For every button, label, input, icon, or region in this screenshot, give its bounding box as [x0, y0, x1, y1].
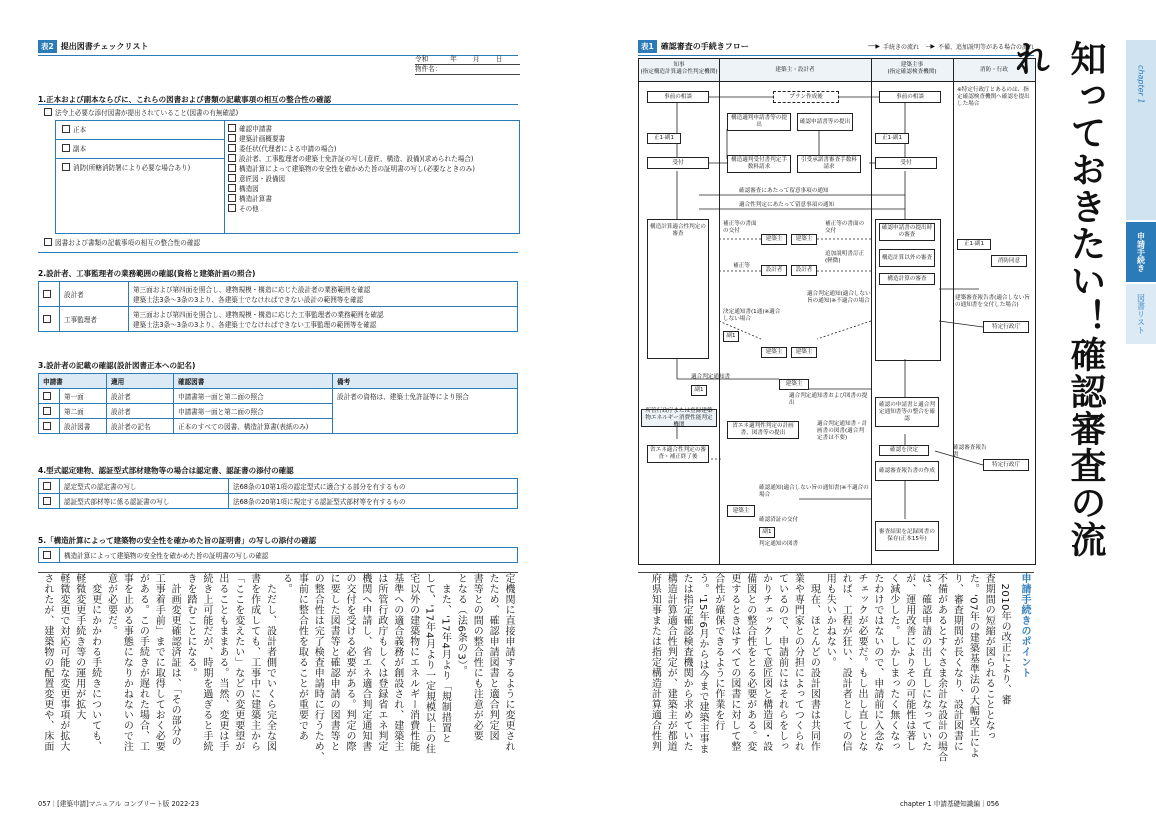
- col-official: 建築主事 (指定確認検査機関): [887, 62, 937, 75]
- row-text1: 第三面および第四面を照合し、建物規模・構造に応じた工事監理者の業務範囲を確認: [133, 311, 384, 319]
- box-admin1: 特定行政庁: [983, 321, 1029, 333]
- row-checkbox[interactable]: [39, 479, 60, 494]
- box-fire: 消防同意: [991, 255, 1027, 267]
- row-checkbox[interactable]: [39, 494, 60, 509]
- box-fee-l: 構造適判受付書判定手数料請求: [727, 155, 791, 173]
- label-energy-notice: 適合判定通知書・計画書の図書(適合判定書は不要): [817, 421, 868, 441]
- table-row: [39, 494, 518, 509]
- checkbox-icon: [43, 392, 51, 400]
- checkbox-icon: [228, 194, 236, 202]
- box-owner6: 建築主: [727, 505, 755, 517]
- row-text1: 第三面および第四面を照合し、建物規模・構造に応じた設計者の業務範囲を確認: [133, 286, 371, 294]
- cell: 申請書第一面と第二面の照合: [174, 404, 333, 419]
- text-column: がある。この手続きが遅れた場合、工: [137, 573, 149, 752]
- text-column: 不備があるとすぐさま余計な設計の場合: [935, 573, 947, 762]
- text-column: 続き上可能だが、時期を過ぎると手続: [200, 573, 212, 752]
- text-column: 府県知事または指定構造計算適合性判: [649, 573, 661, 752]
- item-label: 確認申請書: [239, 125, 272, 133]
- legend-flow: 手続きの流れ: [883, 44, 920, 51]
- checkbox-icon: [44, 108, 52, 116]
- sec2-table: [38, 281, 518, 332]
- text-column: となる（法6条の3）。: [455, 573, 467, 677]
- col-owner: 建築主・設計者: [775, 67, 815, 73]
- box-recv-r: 受付: [875, 157, 937, 169]
- box-conf-req: 確認申請書等の提出: [797, 113, 853, 131]
- label-doc-b: 補正等の書面の交付: [825, 221, 865, 234]
- item-label: 消防(所轄消防署により必要な場合あり): [73, 164, 191, 172]
- cell: 正本のすべての図書、構造計算書(表紙のみ): [174, 419, 333, 434]
- right-item[interactable]: [228, 154, 518, 164]
- row-checkbox[interactable]: [39, 307, 60, 332]
- table1-header: [638, 40, 1034, 56]
- text-column: 現在、ほとんどの設計図書は共同作: [808, 573, 820, 752]
- date-year: 年: [450, 55, 457, 63]
- cell: 法68条の20第1項に規定する認証型式部材等を有するもの: [229, 494, 518, 509]
- cell: 第一面: [60, 389, 107, 404]
- box-admin2: 特定行政庁: [983, 459, 1029, 471]
- box-plan: プラン作成後: [773, 91, 839, 103]
- row-checkbox[interactable]: [39, 404, 60, 419]
- item-label: 副本: [73, 145, 87, 153]
- checkbox-icon: [43, 422, 51, 430]
- text-column: 「ここを変えたい」などの変更要望が: [232, 573, 244, 752]
- arrow-solid-icon: ──▶: [868, 43, 881, 50]
- table1-tag: 表1: [638, 40, 657, 53]
- item-label: 構造計算によって建築物の安全性を確かめた旨の証明書の写し(必要なときのみ): [239, 165, 475, 173]
- item-label: 設計者、工事監理者の建築士免許証の写し(意匠、構造、設備)(求められた場合): [239, 155, 474, 163]
- table-header-row: [39, 374, 518, 389]
- right-item[interactable]: [228, 124, 518, 134]
- label-report2: 確認審査報告書: [953, 445, 987, 458]
- text-column: が、運用改善によりその可能性は著し: [903, 573, 915, 752]
- date-day: 日: [495, 55, 503, 63]
- checkbox-icon: [43, 407, 51, 415]
- box-owner2: 建築主: [791, 234, 817, 245]
- text-column: 査期間の短縮が図られることとなっ: [983, 573, 995, 741]
- text-column: きを踏むことになる。: [185, 573, 196, 678]
- col-fire-admin: 消防・行政: [980, 67, 1008, 73]
- table-row: [39, 479, 518, 494]
- box-owner5: 建築主: [779, 379, 809, 390]
- note-cell: 設計者の資格は、建築士免許証等により照合: [333, 389, 518, 434]
- date-month: 月: [473, 55, 480, 63]
- right-body-text: [638, 572, 1034, 763]
- right-item[interactable]: [228, 184, 518, 194]
- text-column: たため、確認申請図書と適合判定図: [487, 573, 499, 741]
- arrow-dashed-icon: --▶: [926, 43, 935, 50]
- row-text2: 建築士法3条～3条の3より、各建築士でなければできない設計の範囲等を確認: [133, 296, 364, 304]
- box-designer2: 設計者: [791, 265, 817, 276]
- text-column: 事前に整合性を取ることが重要であ: [296, 573, 308, 741]
- left-body-text: [38, 572, 518, 763]
- text-column: 構造計算適合性判定が、建築主が都道: [665, 573, 677, 752]
- text-column: た。'07年の建築基準法の大幅改正によ: [967, 573, 979, 758]
- text-column: 意が必要だ。: [105, 573, 117, 636]
- cell: 第二面: [60, 404, 107, 419]
- checkbox-icon: [228, 144, 236, 152]
- text-column: ているので、申請前にはそれらをしっ: [776, 573, 788, 752]
- box-judge: 構造計算適合性判定の審査: [647, 219, 709, 359]
- label-doc-a: 補正等の書面の交付: [723, 221, 757, 234]
- checkbox-icon: [44, 238, 52, 246]
- cell: 法68条の10第1項の認定型式に適合する部分を有するもの: [229, 479, 518, 494]
- text-column: 工事着手前」までに取得しておく必要: [153, 573, 165, 752]
- row-label: 設計者: [60, 282, 129, 307]
- text-column: たわけではないので、申請前に入念な: [871, 573, 883, 752]
- text-column: 計画変更確認済証は、「その部分の: [169, 573, 181, 747]
- right-footer: chapter 1 申請基礎知識編｜056: [900, 800, 1000, 808]
- cell: 設計図書: [60, 419, 107, 434]
- label-addexp: 追加説明書訂正(軽微): [825, 251, 865, 264]
- box-record: 審査結果を記録図書の保存(正本15年): [875, 521, 939, 551]
- checkbox-icon: [62, 144, 70, 152]
- checkbox-icon: [43, 551, 51, 559]
- sec1-check1-label: 法令上必要な添付図書が提出されていること(図書の有無確認): [55, 109, 239, 117]
- row-checkbox[interactable]: [39, 548, 60, 563]
- right-item[interactable]: [228, 164, 518, 174]
- box-sub2: 正1·副1: [875, 133, 909, 144]
- label-bundle: 適合判定通知書および図書の提出: [789, 393, 868, 406]
- item-label: 構造計算書: [239, 195, 272, 203]
- text-column: たは指定確認検査機関から求めていた: [681, 573, 693, 752]
- text-column: の交付を受ける必要がある。判定の際: [344, 573, 355, 752]
- table1-title: 確認審査の手続きフロー: [660, 42, 749, 51]
- sec3-title: 3.設計者の記載の確認(設計図書正本への記名): [38, 361, 196, 370]
- checkbox-icon: [62, 125, 70, 133]
- label-report: 建築審査報告書(適合しない旨の通知書を交付した場合): [955, 295, 1030, 308]
- box-copy2: 副1: [691, 385, 707, 396]
- checkbox-icon: [228, 134, 236, 142]
- text-column: また、'17年4月より「規制措置と: [439, 573, 451, 744]
- text-column: 軽微変更で対応可能な変更事項が拡大: [57, 573, 69, 752]
- checkbox-icon: [62, 163, 70, 171]
- box-designer1: 設計者: [761, 265, 787, 276]
- box-energy-req: 省エネ適判性判定の計画書、図書等の提出: [727, 421, 799, 439]
- chapter-label: chapter 1: [1136, 64, 1146, 104]
- text-column: 書等との間の整合性にも注意が必要: [471, 573, 483, 741]
- box-conf-notice: 確認審査報告書の作成: [875, 461, 939, 481]
- box-consult-l: 事前の相談: [647, 91, 709, 103]
- sec1-title: 1.正本および副本ならびに、これらの図書および書類の記載事項の相互の整合性の確認: [38, 95, 332, 104]
- row-text: [129, 282, 518, 307]
- col-governor: 知事 (指定構造計算適合性判定機関): [640, 62, 718, 75]
- text-column: ただし、設計者側でいくら完全な図: [264, 573, 276, 752]
- table-row: [39, 389, 518, 404]
- sec4-title: 4.型式認定建物、認証型式部材建物等の場合は認定書、認証書の添付の確認: [38, 466, 294, 475]
- box-sub3: 正1·副1: [957, 239, 991, 250]
- date-line: [415, 55, 520, 75]
- text-column: 更するときはすべての図書に対して整: [728, 573, 740, 752]
- right-item[interactable]: [228, 144, 518, 154]
- cell: 申請書第一面と第二面の照合: [174, 389, 333, 404]
- text-column: 事を止める事態になりかねないので注: [121, 573, 133, 752]
- item-label: その他: [239, 205, 259, 213]
- checkbox-icon: [43, 315, 51, 323]
- table2-title: 提出図書チェックリスト: [60, 42, 149, 51]
- cell: 認定型式の認定書の写し: [60, 479, 229, 494]
- text-column: 出ることもままある。当然、変更は手: [216, 573, 228, 752]
- table2-header: [38, 40, 518, 56]
- box-owner3: 建築主: [761, 347, 787, 358]
- label-notify2: 適合性判定にあたって留意事項の通知: [739, 202, 835, 208]
- note-tr: ※特定行政庁とあるのは、指定確認検査機関へ確認を提出した場合: [957, 87, 1030, 107]
- item-label: 正本: [73, 126, 87, 134]
- box-c1: 確認申請書の提出時の審査: [879, 223, 935, 241]
- box-energy-judge: 省エネ適合性判定の審査・補正終了後: [647, 445, 709, 463]
- text-column: は所管行政庁もしくは登録省エネ判定: [375, 573, 387, 752]
- item-label: 建築計画概要書: [239, 135, 286, 143]
- label-judge-doc: 決定通知書(1通)※適合しない場合: [723, 309, 781, 322]
- item-label: 構造図: [239, 185, 259, 193]
- sec1-check1[interactable]: [44, 108, 238, 118]
- date-era: 令和: [415, 55, 429, 63]
- row-text2: 建築士法3条～3条の3より、各建築士でなければできない工事監理の範囲等を確認: [133, 321, 377, 329]
- col-header: 申請書: [39, 374, 107, 389]
- checkbox-icon: [43, 482, 51, 490]
- text-column: 書を作成しても、工事中に建築主から: [248, 573, 260, 752]
- text-column: り、審査期間が長くなり、設計図書に: [951, 573, 963, 752]
- text-column: 2010年の改正により、審: [999, 573, 1011, 706]
- box-struct-req: 構造適判申請書等の提出: [727, 113, 791, 131]
- text-column: る。: [280, 573, 292, 594]
- sec5-table: [38, 547, 518, 563]
- text-column: 機関へ申請し、省エネ適合判定通知書: [359, 573, 371, 752]
- right-item[interactable]: [228, 204, 518, 214]
- text-column: は、確認申請の出し直しになっていた: [919, 573, 931, 752]
- box-energy-org: 所管行政庁または登録建築物エネルギー消費性能判定機関: [641, 409, 717, 427]
- label-fix1: 補正等: [733, 263, 750, 269]
- sec2-title: 2.設計者、工事監理者の業務範囲の確認(資格と建築計画の照合): [38, 269, 256, 278]
- text-column: 業や専門家との分担によってつくられ: [792, 573, 804, 752]
- box-consult-r: 事前の相談: [879, 91, 941, 103]
- col-header: 適用: [107, 374, 174, 389]
- text-column: く減少した。しかしまったく無くなっ: [887, 573, 899, 752]
- text-column: の整合性は完了検査申請時に行うため、: [312, 573, 324, 762]
- checkbox-icon: [228, 164, 236, 172]
- flowchart: [638, 58, 1036, 565]
- sec5-title: 5.「構造計算によって建築物の安全性を確かめた旨の証明書」の写しの添付の確認: [38, 536, 317, 545]
- item-original[interactable]: [56, 121, 224, 140]
- sec1-check2[interactable]: [44, 238, 200, 248]
- item-label: 意匠図・設備図: [239, 175, 286, 183]
- row-checkbox[interactable]: [39, 282, 60, 307]
- box-c2: 構造計算以外の審査: [879, 249, 935, 267]
- vertical-heading: 知っておきたい！確認審査の流れ: [1009, 40, 1107, 558]
- table2-tag: 表2: [38, 40, 57, 53]
- sec3-table: [38, 373, 518, 434]
- checkbox-icon: [43, 290, 51, 298]
- right-item[interactable]: [228, 134, 518, 144]
- row-checkbox[interactable]: [39, 389, 60, 404]
- text-column: されたが、建築物の配置変更や、床面: [41, 573, 53, 752]
- box-recv-l: 受付: [647, 157, 709, 169]
- text-column: 定機関に直接申請するように変更され: [503, 573, 514, 752]
- text-column: 基準への適合義務が創設され、建築主: [391, 573, 403, 752]
- item-fire[interactable]: [56, 159, 224, 177]
- left-footer: 057｜[建築申請]マニュアル コンプリート版 2022-23: [38, 800, 200, 808]
- item-copy[interactable]: [56, 140, 224, 159]
- text-column: 合性が確保できるように作業を行: [712, 573, 724, 731]
- sidebar-title: 申請手続きのポイント: [1019, 573, 1030, 678]
- col-header: 確認図書: [174, 374, 333, 389]
- label-conf-cert: 確認済証の交付: [759, 517, 799, 523]
- item-label: 委任状(代理者による申請の場合): [239, 145, 337, 153]
- text-column: に要した図書等と確認申請の図書等と: [328, 573, 340, 752]
- col-header: 備考: [333, 374, 518, 389]
- cell: 設計者: [107, 389, 174, 404]
- box-copy1: 副1: [723, 331, 739, 342]
- label-notice2: 適合判定通知書: [691, 374, 731, 380]
- sec4-table: [38, 478, 518, 509]
- cell: 設計者の記名: [107, 419, 174, 434]
- sec1-box: [55, 120, 520, 234]
- label-notice: 適合判定通知(適合しない旨の通知)※不適合の場合: [807, 291, 871, 304]
- text-column: かりチェックして意匠図と構造図・設: [760, 573, 772, 752]
- right-item[interactable]: [228, 194, 518, 204]
- box-owner1: 建築主: [761, 234, 787, 245]
- text-column: う。'15年6月からは今まで建築主事ま: [697, 573, 708, 755]
- text-column: して、'17年4月より一定規模以上の住: [423, 573, 435, 755]
- tab-doclist[interactable]: 図書リスト: [1126, 284, 1156, 344]
- checkbox-icon: [228, 204, 236, 212]
- table-row: [39, 282, 518, 307]
- text-column: チェックが必要だ。もし出し直しとな: [856, 573, 867, 752]
- box-sub1: 正1·副1: [647, 133, 681, 144]
- box-fee-r: 引受承諾書審査手数料請求: [797, 155, 861, 173]
- box-c3: 構造計算の審査: [879, 273, 935, 285]
- box-match: 確認の申請書と適合判定通知書等の整合を確認: [875, 397, 939, 427]
- row-checkbox[interactable]: [39, 419, 60, 434]
- box-copy3: 副1: [759, 527, 775, 538]
- text-column: 変更にかかわる手続きについても、: [89, 573, 101, 752]
- text-column: 用も失いかねない。: [824, 573, 836, 668]
- label-notify1: 確認審査にあたって留意事項の通知: [739, 188, 829, 194]
- checkbox-icon: [228, 154, 236, 162]
- right-item-list: [228, 124, 518, 214]
- text-column: 宅以外の建築物にエネルギー消費性能: [407, 573, 419, 752]
- right-item[interactable]: [228, 174, 518, 184]
- cell: 認証型式部材等に係る認証書の写し: [60, 494, 229, 509]
- checkbox-icon: [228, 124, 236, 132]
- row-label: 工事監理者: [60, 307, 129, 332]
- checkbox-icon: [228, 174, 236, 182]
- cell: 設計者: [107, 404, 174, 419]
- row-text: [129, 307, 518, 332]
- label-notify3: 確認通知(適合しない旨の通知書)※不適合の場合: [759, 485, 869, 498]
- box-decide: 確認を決定: [879, 445, 929, 456]
- cell: 構造計算によって建築物の安全性を確かめた旨の証明書の写しの確認: [60, 548, 518, 563]
- sec1-check2-label: 図書および書類の記載事項の相互の整合性の確認: [55, 239, 201, 247]
- text-column: 軽微変更手続き等の運用が拡大: [73, 573, 85, 720]
- text-column: 備図との整合性をとる必要がある。変: [744, 573, 756, 752]
- box-owner4: 建築主: [791, 347, 817, 358]
- tab-application[interactable]: 申請手続き: [1126, 222, 1156, 282]
- property-name-label: 物件名：: [415, 65, 442, 73]
- checkbox-icon: [228, 184, 236, 192]
- table-row: [39, 307, 518, 332]
- text-column: れば、工程が狂い、設計者としての信: [840, 573, 852, 752]
- label-judge-doc2: 判定通知の図書: [759, 541, 799, 547]
- checkbox-icon: [43, 497, 51, 505]
- table-row: [39, 548, 518, 563]
- legend-extra: 不備、追加説明等がある場合の流れ: [937, 44, 1034, 51]
